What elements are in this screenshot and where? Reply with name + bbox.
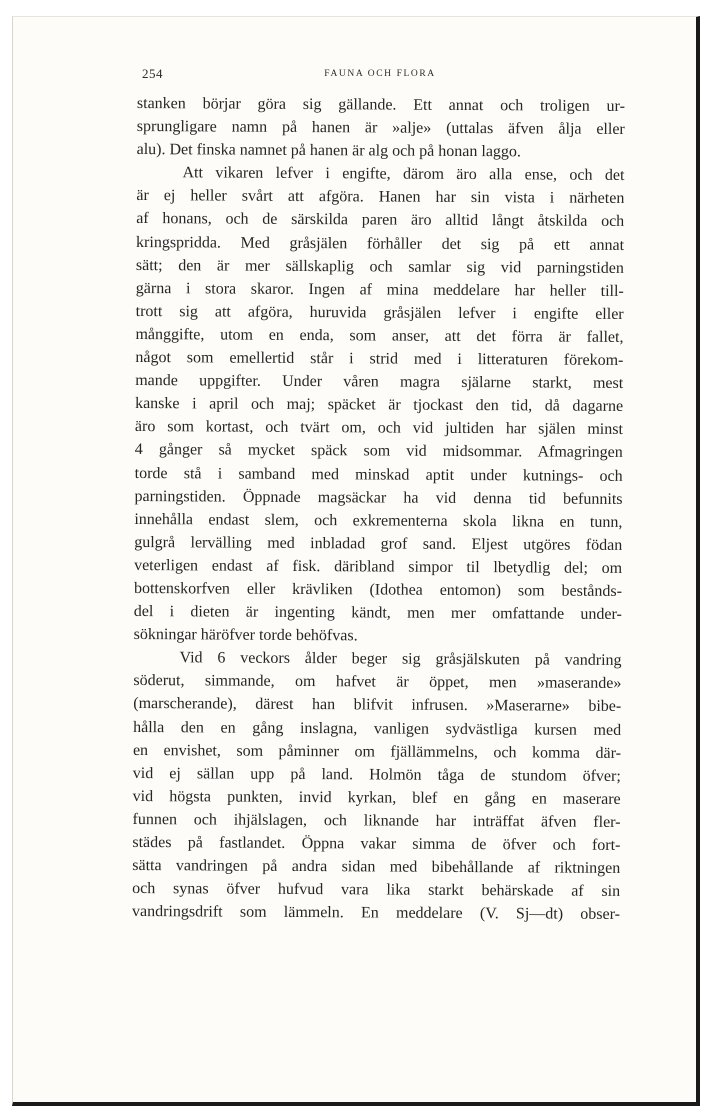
- text-line: något som emellertid står i strid med i litteraturen förekom-: [135, 349, 624, 370]
- text-line: månggifte, utom en enda, som anser, att det förra är fallet,: [135, 325, 624, 346]
- text-line: parningstiden. Öppnade magsäckar ha vid denna tid befunnits: [134, 487, 623, 508]
- text-line: kringspridda. Med gråsjälen förhåller det sig på ett annat: [136, 233, 625, 254]
- running-title: FAUNA OCH FLORA: [324, 69, 436, 79]
- text-line: sprungligare namn på hanen är »alje» (uttalas äfven ålja eller: [136, 118, 625, 139]
- text-line: 4 gånger så mycket späck som vid midsommar. Afmagringen: [134, 441, 623, 462]
- text-line: torde stå i samband med minskad aptit under kutnings- och: [134, 464, 623, 485]
- text-line: (marscherande), därest han blifvit infrusen. »Maserarne» bibe-: [133, 695, 622, 716]
- text-line: gulgrå lervälling med inbladad grof sand. Eljest utgöres födan: [134, 533, 623, 554]
- text-line: kanske i april och maj; späcket är tjockast den tid, då dagarne: [135, 395, 624, 416]
- text-line: sätt; den är mer sällskaplig och samlar sig vid parningstiden: [135, 256, 624, 277]
- paragraph-1: [137, 92, 625, 164]
- text-line: vid högsta punkten, invid kyrkan, blef en gång en maserare: [132, 787, 621, 808]
- page-header: [135, 66, 625, 86]
- text-line: mande uppgifter. Under våren magra själarne starkt, mest: [135, 372, 624, 393]
- text-line: gärna i stora skaror. Ingen af mina meddelare har heller till-: [135, 279, 624, 300]
- text-line: trott sig att afgöra, huruvida gråsjälen lefver i engifte eller: [135, 302, 624, 323]
- text-line: hålla den en gång inslagna, vanligen sydvästliga kursen med: [133, 718, 622, 739]
- text-line: alu). Det finska namnet på hanen är alg och på honan laggo.: [136, 141, 522, 161]
- text-line: Vid 6 veckors ålder beger sig gråsjälskuten på vandring: [179, 649, 622, 670]
- text-line: stanken börjar göra sig gällande. Ett annat och troligen ur-: [136, 94, 625, 115]
- paragraph-2: [134, 161, 625, 649]
- text-line: vid ej sällan upp på land. Holmön tåga de stundom öfver;: [132, 764, 621, 785]
- text-line: Att vikaren lefver i engifte, därom äro alla ense, och det: [182, 164, 625, 185]
- text-line: innehålla endast slem, och exkrementerna skola likna en tunn,: [134, 510, 623, 531]
- text-line: veterligen endast af fisk. däribland simpor til lbetydlig del; om: [134, 556, 623, 577]
- text-line: är ej heller svårt att afgöra. Hanen har sin vista i närheten: [136, 187, 625, 208]
- text-line: sätta vandringen på andra sidan med bibehållande af riktningen: [132, 857, 621, 878]
- paragraph-3: [132, 646, 622, 926]
- text-line: städes på fastlandet. Öppna vakar simma de öfver och fort-: [132, 833, 621, 854]
- text-line: en envishet, som påminner om fjällämmelns, och komma där-: [132, 741, 622, 762]
- text-line: af honans, och de särskilda paren äro alltid långt åtskilda och: [136, 210, 625, 231]
- text-line: funnen och ihjälslagen, och liknande har inträffat äfven fler-: [132, 810, 621, 831]
- text-line: söderut, simmande, om hafvet är öppet, men »maserande»: [133, 672, 622, 693]
- page-number: 254: [142, 66, 163, 81]
- text-line: äro som kortast, och tvärt om, och vid jultiden har själen minst: [134, 418, 623, 439]
- text-line: bottenskorfven eller krävliken (Idothea entomon) som bestånds-: [133, 579, 623, 600]
- text-line: sökningar häröfver torde behöfvas.: [133, 626, 358, 645]
- body-text: [132, 92, 625, 926]
- text-line: vandringsdrift som lämmeln. En meddelare (V. Sj—dt) obser-: [131, 903, 621, 924]
- text-line: och synas öfver hufvud vara lika starkt behärskade af sin: [132, 880, 621, 901]
- text-line: del i dieten är ingenting kändt, men mer omfattande under-: [133, 603, 622, 624]
